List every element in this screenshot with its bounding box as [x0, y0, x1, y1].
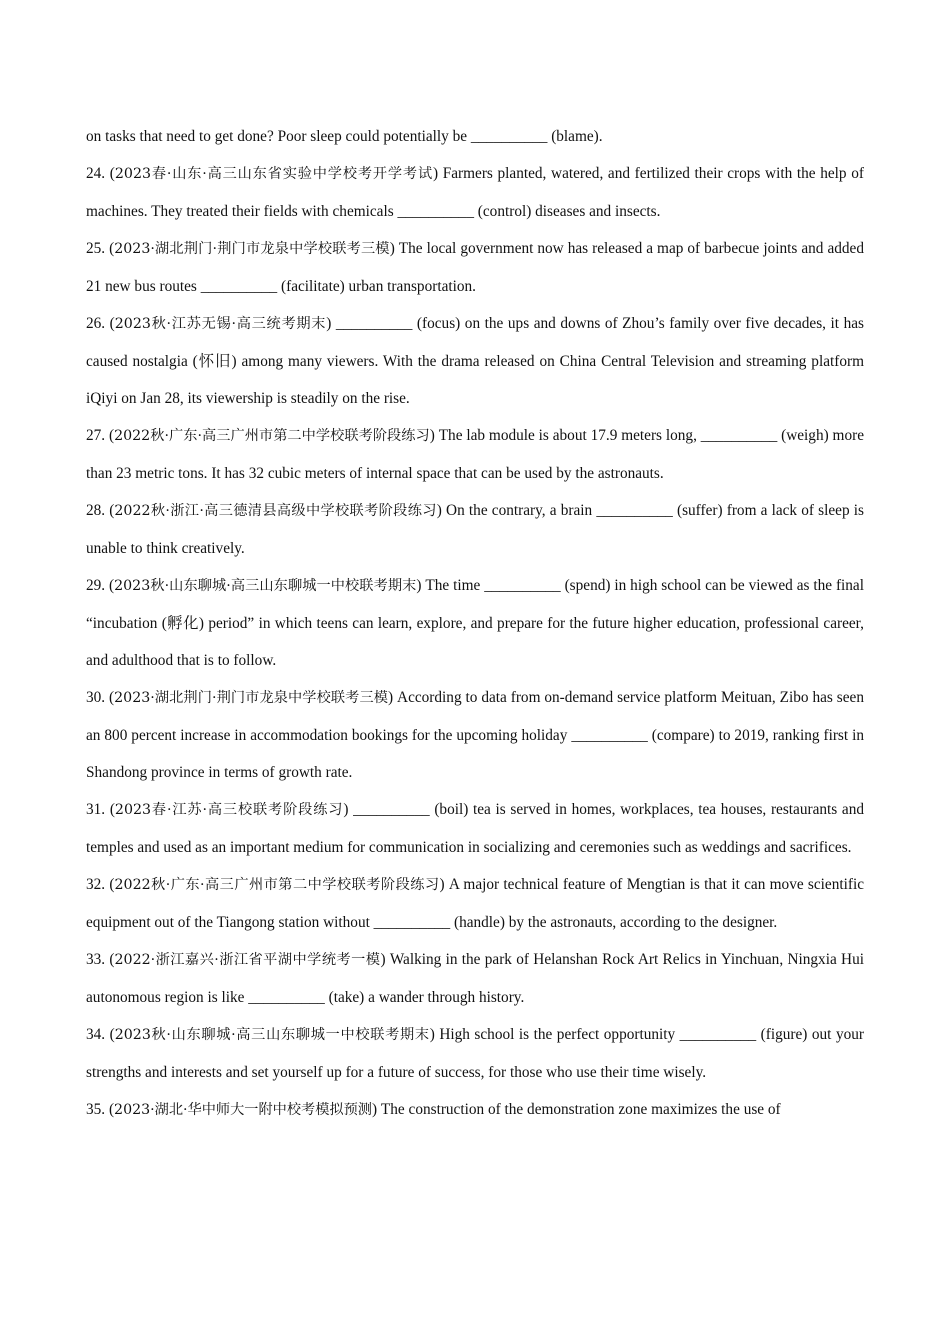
question-number: 28. ( — [86, 502, 115, 519]
question-source: 2022·浙江嘉兴·浙江省平湖中学统考一模 — [114, 952, 381, 968]
question-27 — [86, 417, 864, 492]
question-text: ) The time __________ (spend) in high school can be viewed as the final “incubation (孵化) period” in which teens can learn, explore, and prepare for the future higher education, professional career, and adulthood that is to follow. — [86, 577, 864, 669]
question-source: 2022秋·广东·高三广州市第二中学校联考阶段练习 — [114, 877, 440, 893]
document-page — [86, 118, 864, 1129]
question-text: ) The local government now has released a map of barbecue joints and added 21 new bus routes __________ (facilitate) urban transportation. — [86, 240, 864, 295]
question-29 — [86, 567, 864, 679]
question-text: ) __________ (boil) tea is served in homes, workplaces, tea houses, restaurants and temples and used as an important medium for communication in socializing and ceremonies such as weddings and sacrifices. — [86, 801, 864, 856]
question-text: ) Walking in the park of Helanshan Rock Art Relics in Yinchuan, Ningxia Hui autonomous region is like __________ (take) a wander through history. — [86, 951, 864, 1006]
question-text: ) The lab module is about 17.9 meters long, __________ (weigh) more than 23 metric tons. It has 32 cubic meters of internal space that can be used by the astronauts. — [86, 427, 864, 482]
question-text: ) __________ (focus) on the ups and downs of Zhou’s family over five decades, it has caused nostalgia (怀旧) among many viewers. With the drama released on China Central Television and streaming platform iQiyi on Jan 28, its viewership is steadily on the rise. — [86, 315, 864, 407]
question-source: 2023秋·江苏无锡·高三统考期末 — [114, 316, 327, 332]
question-source: 2023·湖北荆门·荆门市龙泉中学校联考三模 — [114, 690, 389, 706]
question-text: ) Farmers planted, watered, and fertilized their crops with the help of machines. They treated their fields with chemicals __________ (control) diseases and insects. — [86, 165, 864, 220]
question-source: 2022秋·广东·高三广州市第二中学校联考阶段练习 — [114, 428, 430, 444]
question-24 — [86, 155, 864, 230]
question-34 — [86, 1016, 864, 1091]
question-35 — [86, 1091, 864, 1129]
question-number: 32. ( — [86, 876, 115, 893]
question-continuation — [86, 118, 864, 155]
question-25 — [86, 230, 864, 305]
question-source: 2023春·山东·高三山东省实验中学校考开学考试 — [114, 166, 433, 182]
question-source: 2022秋·浙江·高三德清县高级中学校联考阶段练习 — [114, 503, 437, 519]
question-source: 2023·湖北·华中师大一附中校考模拟预测 — [114, 1102, 372, 1118]
question-text: on tasks that need to get done? Poor sleep could potentially be __________ (blame). — [86, 128, 603, 145]
question-32 — [86, 866, 864, 941]
question-31 — [86, 791, 864, 866]
question-33 — [86, 941, 864, 1016]
question-text: ) The construction of the demonstration zone maximizes the use of — [372, 1101, 781, 1118]
question-number: 24. ( — [86, 165, 115, 182]
question-30 — [86, 679, 864, 791]
question-text: ) On the contrary, a brain __________ (suffer) from a lack of sleep is unable to think creatively. — [86, 502, 864, 557]
question-number: 31. ( — [86, 801, 115, 818]
question-number: 33. ( — [86, 951, 115, 968]
question-number: 34. ( — [86, 1026, 115, 1043]
question-number: 29. ( — [86, 577, 115, 594]
question-number: 30. ( — [86, 689, 115, 706]
question-text: ) High school is the perfect opportunity __________ (figure) out your strengths and interests and set yourself up for a future of success, for those who use their time wisely. — [86, 1026, 864, 1081]
question-source: 2023春·江苏·高三校联考阶段练习 — [114, 802, 344, 818]
question-26 — [86, 305, 864, 417]
question-number: 26. ( — [86, 315, 115, 332]
question-source: 2023·湖北荆门·荆门市龙泉中学校联考三模 — [114, 241, 390, 257]
question-text: ) A major technical feature of Mengtian is that it can move scientific equipment out of the Tiangong station without __________ (handle) by the astronauts, according to the designer. — [86, 876, 864, 931]
question-source: 2023秋·山东聊城·高三山东聊城一中校联考期末 — [114, 1027, 430, 1043]
question-source: 2023秋·山东聊城·高三山东聊城一中校联考期末 — [114, 578, 417, 594]
question-number: 27. ( — [86, 427, 115, 444]
question-number: 35. ( — [86, 1101, 115, 1118]
question-text: ) According to data from on-demand service platform Meituan, Zibo has seen an 800 percent increase in accommodation bookings for the upcoming holiday __________ (compare) to 2019, ranking first in Shandong province in terms of growth rate. — [86, 689, 864, 781]
question-number: 25. ( — [86, 240, 115, 257]
question-28 — [86, 492, 864, 567]
